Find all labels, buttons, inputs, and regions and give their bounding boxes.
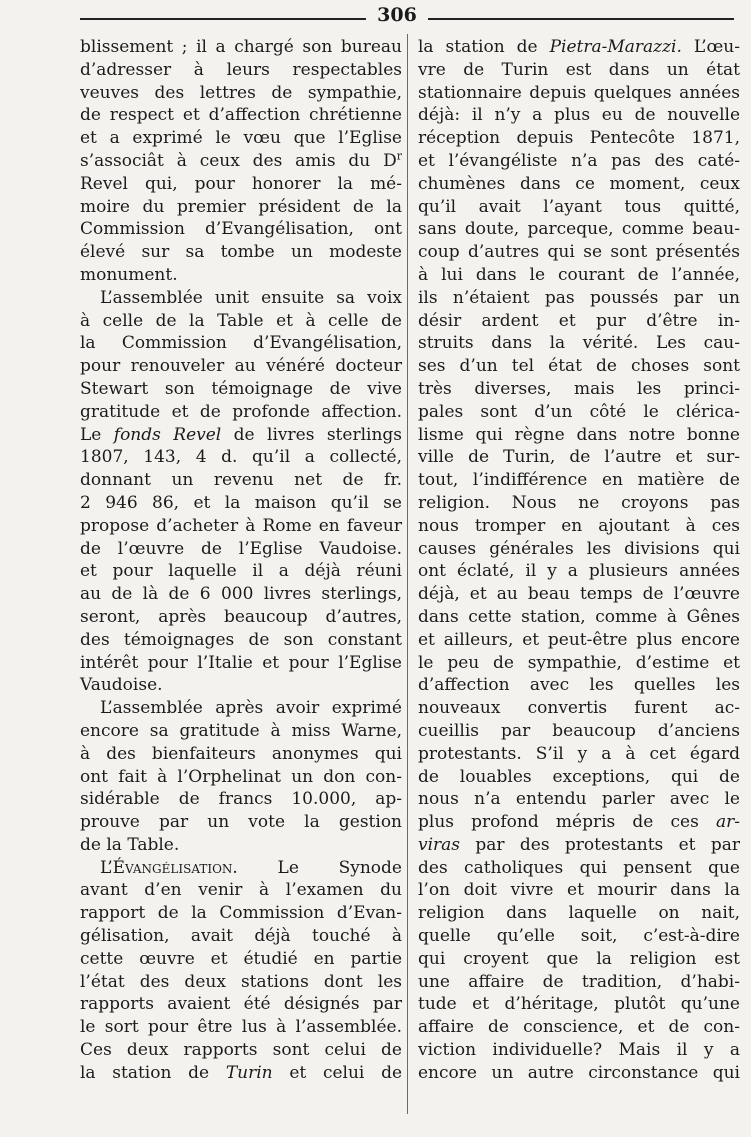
text-line: la station de Turin et celui de bbox=[80, 1062, 403, 1083]
text-line: L’Évangélisation. Le Synode bbox=[100, 857, 402, 878]
text-line: prouve par un vote la gestion bbox=[80, 812, 402, 833]
text-line: réception depuis Pentecôte 1871, bbox=[418, 128, 740, 149]
text-line: 1807, 143, 4 d. qu’il a collecté, bbox=[80, 447, 402, 468]
text-line: religion. Nous ne croyons pas bbox=[418, 492, 740, 513]
text-line: sans doute, parceque, comme beau- bbox=[418, 219, 740, 240]
text-line: déjà, et au beau temps de l’œuvre bbox=[418, 584, 740, 605]
left-column bbox=[80, 36, 402, 1085]
text-line: d’affection avec les quelles les bbox=[418, 675, 740, 696]
text-line: très diverses, mais les princi- bbox=[418, 378, 740, 399]
text-line: tout, l’indifférence en matière de bbox=[418, 470, 740, 491]
text-line: Commission d’Evangélisation, ont bbox=[80, 219, 402, 240]
text-line: donnant un revenu net de fr. bbox=[80, 470, 402, 491]
text-line: de louables exceptions, qui de bbox=[418, 766, 740, 787]
text-line: L’assemblée après avoir exprimé bbox=[100, 698, 402, 719]
text-line: nouveaux convertis furent ac- bbox=[418, 698, 740, 719]
text-line: Stewart son témoignage de vive bbox=[80, 378, 402, 399]
text-line: 2 946 86, et la maison qu’il se bbox=[80, 492, 402, 513]
text-line: le peu de sympathie, d’estime et bbox=[418, 652, 740, 673]
text-line: plus profond mépris de ces ar- bbox=[418, 812, 740, 833]
text-line: ont fait à l’Orphelinat un don con- bbox=[80, 766, 402, 787]
text-line: viction individuelle? Mais il y a bbox=[418, 1040, 740, 1061]
text-line: propose d’acheter à Rome en faveur bbox=[80, 515, 402, 536]
page-number: 306 bbox=[377, 4, 417, 26]
text-line: à celle de la Table et à celle de bbox=[80, 310, 402, 331]
text-line: ont éclaté, il y a plusieurs années bbox=[418, 561, 740, 582]
text-line: à des bienfaiteurs anonymes qui bbox=[80, 743, 402, 764]
text-line: ils n’étaient pas poussés par un bbox=[418, 287, 740, 308]
text-line: cette œuvre et étudié en partie bbox=[80, 948, 402, 969]
text-line: quelle qu’elle soit, c’est-à-dire bbox=[418, 926, 740, 947]
text-line: et pour laquelle il a déjà réuni bbox=[80, 561, 402, 582]
text-line: Le fonds Revel de livres sterlings bbox=[80, 424, 403, 445]
text-line: veuves des lettres de sympathie, bbox=[80, 82, 402, 103]
text-line: de respect et d’affection chrétienne bbox=[80, 105, 402, 126]
text-line: la Commission d’Evangélisation, bbox=[80, 333, 402, 354]
text-line: Revel qui, pour honorer la mé- bbox=[80, 173, 402, 194]
text-line: monument. bbox=[80, 264, 178, 285]
text-line: et l’évangéliste n’a pas des caté- bbox=[418, 150, 740, 171]
text-line: gratitude et de profonde affection. bbox=[80, 401, 402, 422]
text-line: sidérable de francs 10.000, ap- bbox=[80, 789, 402, 810]
text-line: au de là de 6 000 livres sterlings, bbox=[80, 584, 402, 605]
column-divider bbox=[407, 34, 408, 1114]
text-line: rapport de la Commission d’Evan- bbox=[80, 903, 402, 924]
text-line: le sort pour être lus à l’assemblée. bbox=[80, 1017, 402, 1038]
text-line: lisme qui règne dans notre bonne bbox=[418, 424, 740, 445]
text-line: rapports avaient été désignés par bbox=[80, 994, 402, 1015]
text-line: élevé sur sa tombe un modeste bbox=[80, 242, 402, 263]
text-line: pour renouveler au vénéré docteur bbox=[80, 356, 402, 377]
text-line: vre de Turin est dans un état bbox=[418, 59, 740, 80]
text-line: Ces deux rapports sont celui de bbox=[80, 1040, 402, 1061]
header-rule-right bbox=[428, 18, 734, 20]
text-line: avant d’en venir à l’examen du bbox=[80, 880, 402, 901]
text-line: affaire de conscience, et de con- bbox=[418, 1017, 740, 1038]
right-column bbox=[418, 36, 740, 1085]
text-line: qu’il avait l’ayant tous quitté, bbox=[418, 196, 740, 217]
text-line: seront, après beaucoup d’autres, bbox=[80, 606, 402, 627]
text-line: de la Table. bbox=[80, 834, 180, 855]
text-line: religion dans laquelle on nait, bbox=[418, 903, 740, 924]
text-line: des témoignages de son constant bbox=[80, 629, 402, 650]
text-line: dans cette station, comme à Gênes bbox=[418, 606, 740, 627]
text-line: qui croyent que la religion est bbox=[418, 948, 740, 969]
text-line: s’associât à ceux des amis du $D^r$ bbox=[80, 149, 402, 171]
text-line: désir ardent et pur d’être in- bbox=[418, 310, 740, 331]
text-line: la station de Pietra-Marazzi. L’œu- bbox=[418, 37, 740, 57]
text-line: une affaire de tradition, d’habi- bbox=[418, 971, 740, 992]
text-line: causes générales les divisions qui bbox=[418, 538, 740, 559]
text-line: d’adresser à leurs respectables bbox=[80, 59, 402, 80]
page-header bbox=[80, 4, 734, 26]
text-line: l’état des deux stations dont les bbox=[80, 971, 402, 992]
text-line: encore un autre circonstance qui bbox=[418, 1062, 740, 1083]
text-line: gélisation, avait déjà touché à bbox=[80, 926, 402, 947]
text-line: Vaudoise. bbox=[80, 675, 163, 696]
text-line: et ailleurs, et peut-être plus encore bbox=[418, 629, 740, 650]
text-line: struits dans la vérité. Les cau- bbox=[418, 333, 740, 354]
text-line: l’on doit vivre et mourir dans la bbox=[418, 880, 740, 901]
text-line: de l’œuvre de l’Eglise Vaudoise. bbox=[80, 538, 402, 559]
text-line: tude et d’héritage, plutôt qu’une bbox=[418, 994, 740, 1015]
text-line: nous tromper en ajoutant à ces bbox=[418, 515, 740, 536]
text-line: nous n’a entendu parler avec le bbox=[418, 789, 740, 810]
text-line: chumènes dans ce moment, ceux bbox=[418, 173, 740, 194]
text-line: et a exprimé le vœu que l’Eglise bbox=[80, 128, 402, 149]
text-line: protestants. S’il y a à cet égard bbox=[418, 743, 740, 764]
text-line: ville de Turin, de l’autre et sur- bbox=[418, 447, 740, 468]
text-line: intérêt pour l’Italie et pour l’Eglise bbox=[80, 652, 402, 673]
text-line: à lui dans le courant de l’année, bbox=[418, 264, 740, 285]
text-line: déjà: il n’y a plus eu de nouvelle bbox=[418, 105, 740, 126]
text-line: moire du premier président de la bbox=[80, 196, 402, 217]
header-rule-left bbox=[80, 18, 366, 20]
text-line: coup d’autres qui se sont présentés bbox=[418, 242, 740, 263]
text-line: pales sont d’un côté le clérica- bbox=[418, 401, 740, 422]
text-line: des catholiques qui pensent que bbox=[418, 857, 740, 878]
text-line: stationnaire depuis quelques années bbox=[418, 82, 740, 103]
text-line: L’assemblée unit ensuite sa voix bbox=[100, 287, 402, 308]
text-line: viras par des protestants et par bbox=[418, 834, 740, 855]
text-line: ses d’un tel état de choses sont bbox=[418, 356, 740, 377]
text-line: blissement ; il a chargé son bureau bbox=[80, 37, 402, 57]
text-line: cueillis par beaucoup d’anciens bbox=[418, 720, 740, 741]
text-line: encore sa gratitude à miss Warne, bbox=[80, 720, 402, 741]
